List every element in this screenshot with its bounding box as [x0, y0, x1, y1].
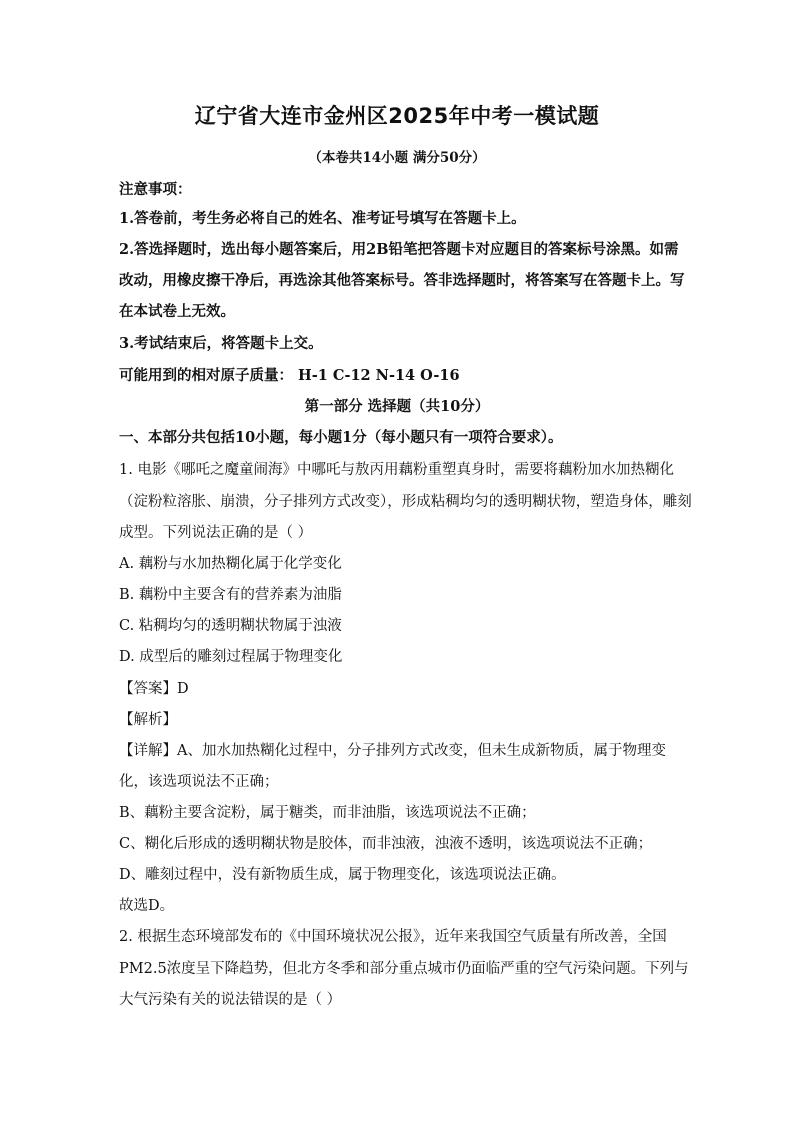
notice-item-2-line-1: 2.答选择题时，选出每小题答案后，用2B铅笔把答题卡对应题目的答案标号涂黑。如需	[119, 241, 679, 258]
q1-answer: 【答案】D	[119, 681, 189, 697]
q1-detail-d: D、雕刻过程中，没有新物质生成，属于物理变化，该选项说法正确。	[119, 867, 566, 883]
q1-option-c: C. 粘稠均匀的透明糊状物属于浊液	[119, 618, 342, 634]
q1-detail-c: C、糊化后形成的透明糊状物是胶体，而非浊液，浊液不透明，该选项说法不正确；	[119, 836, 653, 852]
q1-stem-line-1: 1. 电影《哪吒之魔童闹海》中哪吒与敖丙用藕粉重塑真身时，需要将藕粉加水加热糊化	[119, 462, 674, 478]
exam-title: 辽宁省大连市金州区2025年中考一模试题	[194, 104, 600, 128]
q2-stem-line-2: PM2.5浓度呈下降趋势，但北方冬季和部分重点城市仍面临严重的空气污染问题。下列与	[119, 961, 689, 977]
notice-item-2-line-3: 在本试卷上无效。	[119, 303, 235, 320]
notice-item-2-line-2: 改动，用橡皮擦干净后，再选涂其他答案标号。答非选择题时，将答案写在答题卡上。写	[119, 272, 685, 289]
q1-detail-line-1: 【详解】A、加水加热糊化过程中，分子排列方式改变，但未生成新物质，属于物理变	[119, 743, 666, 759]
q1-detail-b: B、藕粉主要含淀粉，属于糖类，而非油脂，该选项说法不正确；	[119, 805, 536, 821]
notice-item-1: 1.答卷前，考生务必将自己的姓名、准考证号填写在答题卡上。	[119, 210, 526, 227]
q1-stem-line-2: （淀粉粒溶胀、崩溃，分子排列方式改变），形成粘稠均匀的透明糊状物，塑造身体，雕刻	[119, 494, 692, 510]
atomic-mass-line: 可能用到的相对原子质量： H-1 C-12 N-14 O-16	[119, 367, 460, 384]
q1-conclusion: 故选D。	[119, 898, 175, 914]
q1-option-b: B. 藕粉中主要含有的营养素为油脂	[119, 587, 342, 603]
q1-analysis-heading: 【解析】	[119, 712, 177, 728]
notice-heading: 注意事项：	[119, 181, 192, 198]
q2-stem-line-1: 2. 根据生态环境部发布的《中国环境状况公报》，近年来我国空气质量有所改善，全国	[119, 929, 667, 945]
part-title: 第一部分 选择题（共10分）	[304, 398, 490, 415]
section-instruction: 一、本部分共包括10小题，每小题1分（每小题只有一项符合要求）。	[119, 429, 563, 446]
q1-detail-line-2: 化，该选项说法不正确；	[119, 774, 279, 790]
q2-stem-line-3: 大气污染有关的说法错误的是（ ）	[119, 992, 342, 1008]
exam-subtitle: （本卷共14小题 满分50分）	[308, 150, 486, 166]
q1-option-a: A. 藕粉与水加热糊化属于化学变化	[119, 556, 342, 572]
q1-option-d: D. 成型后的雕刻过程属于物理变化	[119, 649, 343, 665]
notice-item-3: 3.考试结束后，将答题卡上交。	[119, 335, 323, 352]
q1-stem-line-3: 成型。下列说法正确的是（ ）	[119, 525, 313, 541]
